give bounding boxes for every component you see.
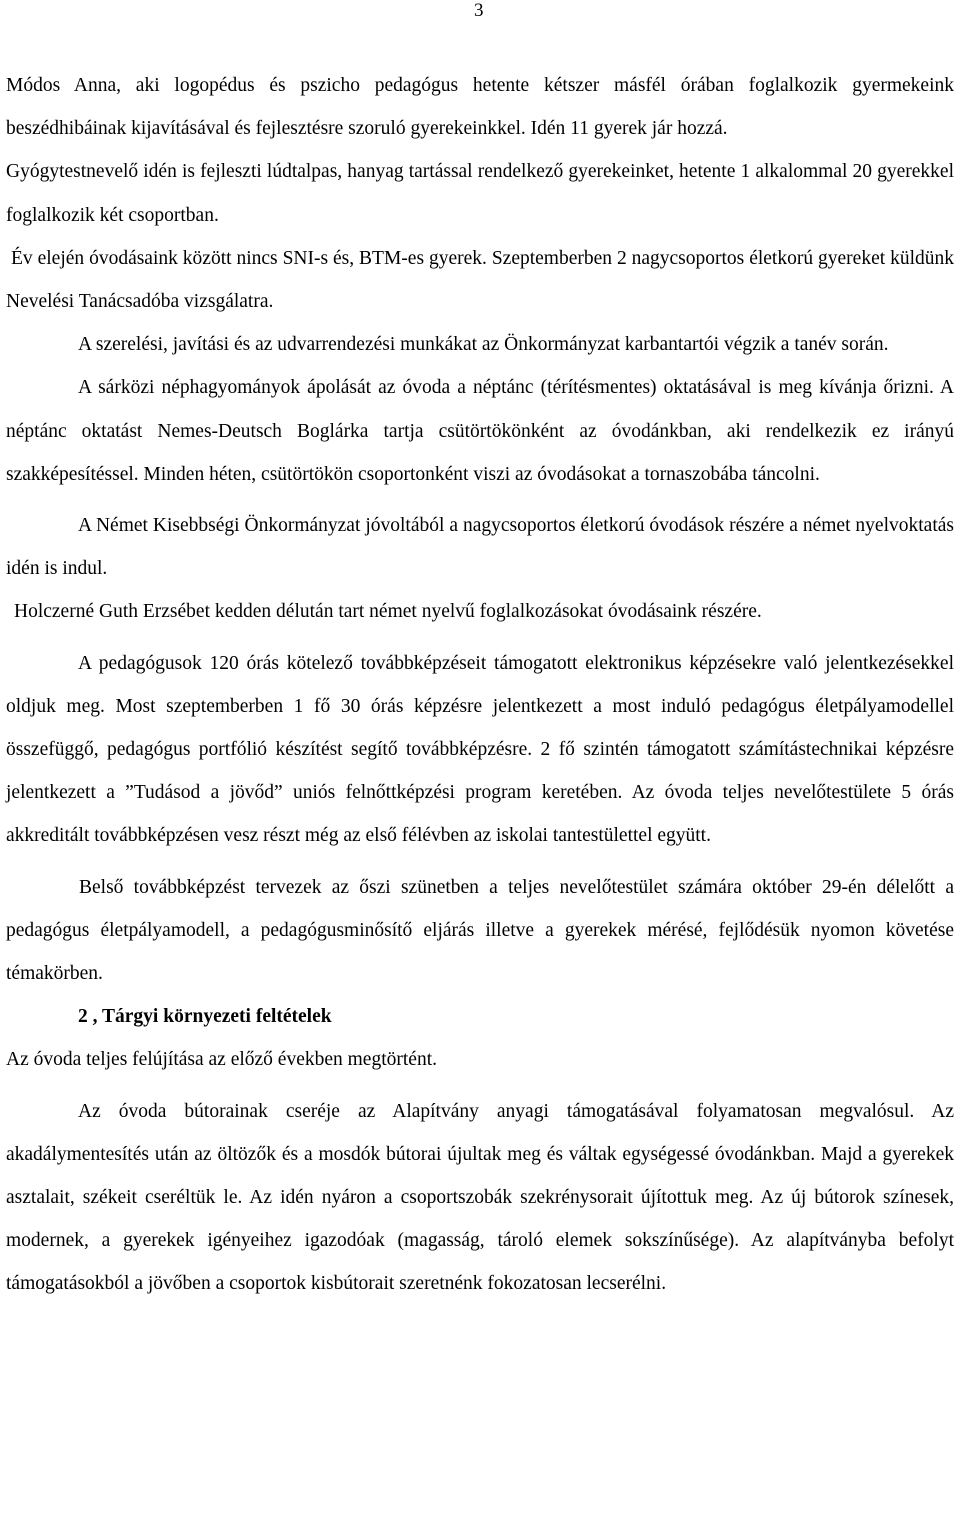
paragraph-physical-therapy: Gyógytestnevelő idén is fejleszti lúdtalpas, hanyag tartással rendelkező gyerekeinket, hetente 1 alkalommal 20 gyerekkel foglalkozik két csoportban. bbox=[6, 161, 954, 226]
paragraph-maintenance: A szerelési, javítási és az udvarrendezési munkákat az Önkormányzat karbantartói végzik a tanév során. bbox=[78, 334, 889, 356]
paragraph-folk-dance: A sárközi néphagyományok ápolását az óvoda a néptánc (térítésmentes) oktatásával is meg kívánja őrizni. A néptánc oktatást Nemes-Deutsch Boglárka tartja csütörtökönként az óvodánkban, aki rendelkezik ez irányú szakképesítéssel. Minden héten, csütörtökön csoportonként viszi az óvodásokat a tornaszobába táncolni. bbox=[6, 377, 954, 485]
paragraph-german-language: A Német Kisebbségi Önkormányzat jóvoltából a nagycsoportos életkorú óvodások részére a német nyelvoktatás idén is indul. bbox=[6, 515, 954, 580]
paragraph-teacher-training: A pedagógusok 120 órás kötelező továbbképzéseit támogatott elektronikus képzésekre való jelentkezésekkel oldjuk meg. Most szeptemberben 1 fő 30 órás képzésre jelentkezett a most induló pedagógus életpályamodellel összefüggő, pedagógus portfólió készítést segítő továbbképzésre. 2 fő szintén támogatott számítástechnikai képzésre jelentkezett a ”Tudásod a jövőd” uniós felnőttképzési program keretében. Az óvoda teljes nevelőtestülete 5 órás akkreditált továbbképzésen vesz részt még az első félévben az iskolai tantestülettel együtt. bbox=[6, 652, 954, 847]
paragraph-logopedics: Módos Anna, aki logopédus és pszicho pedagógus hetente kétszer másfél órában foglalkozik gyermekeink beszédhibáinak kijavításával és fejlesztésre szoruló gyerekeinkkel. Idén 11 gyerek jár hozzá. bbox=[6, 75, 954, 140]
paragraph-german-sessions: Holczerné Guth Erzsébet kedden délután tart német nyelvű foglalkozásokat óvodásaink részére. bbox=[14, 601, 762, 623]
document-body bbox=[6, 64, 954, 1306]
section-heading: 2 , Tárgyi környezeti feltételek bbox=[78, 1006, 332, 1028]
paragraph-furniture: Az óvoda bútorainak cseréje az Alapítvány anyagi támogatásával folyamatosan megvalósul. Az akadálymentesítés után az öltözők és a mosdók bútorai újultak meg és váltak egységessé óvodánkban. Majd a gyerekek asztalait, székeit cseréltük le. Az idén nyáron a csoportszobák szekrénysorait újítottuk meg. Az új bútorok színesek, modernek, a gyerekek igényeihez igazodóak (magasság, tároló elemek sokszínűsége). Az alapítványba befolyt támogatásokból a jövőben a csoportok kisbútorait szeretnénk fokozatosan lecserélni. bbox=[6, 1100, 954, 1295]
paragraph-renovation: Az óvoda teljes felújítása az előző években megtörtént. bbox=[6, 1049, 437, 1071]
paragraph-internal-training: Belső továbbképzést tervezek az őszi szünetben a teljes nevelőtestület számára október 29-én délelőtt a pedagógus életpályamodell, a pedagógusminősítő eljárás illetve a gyerekek mérésé, fejlődésük nyomon követése témakörben. bbox=[6, 876, 954, 985]
paragraph-sni-btm: Év elején óvodásaink között nincs SNI-s és, BTM-es gyerek. Szeptemberben 2 nagycsoportos életkorú gyereket küldünk Nevelési Tanácsadóba vizsgálatra. bbox=[6, 247, 954, 313]
page-number: 3 bbox=[474, 0, 484, 21]
